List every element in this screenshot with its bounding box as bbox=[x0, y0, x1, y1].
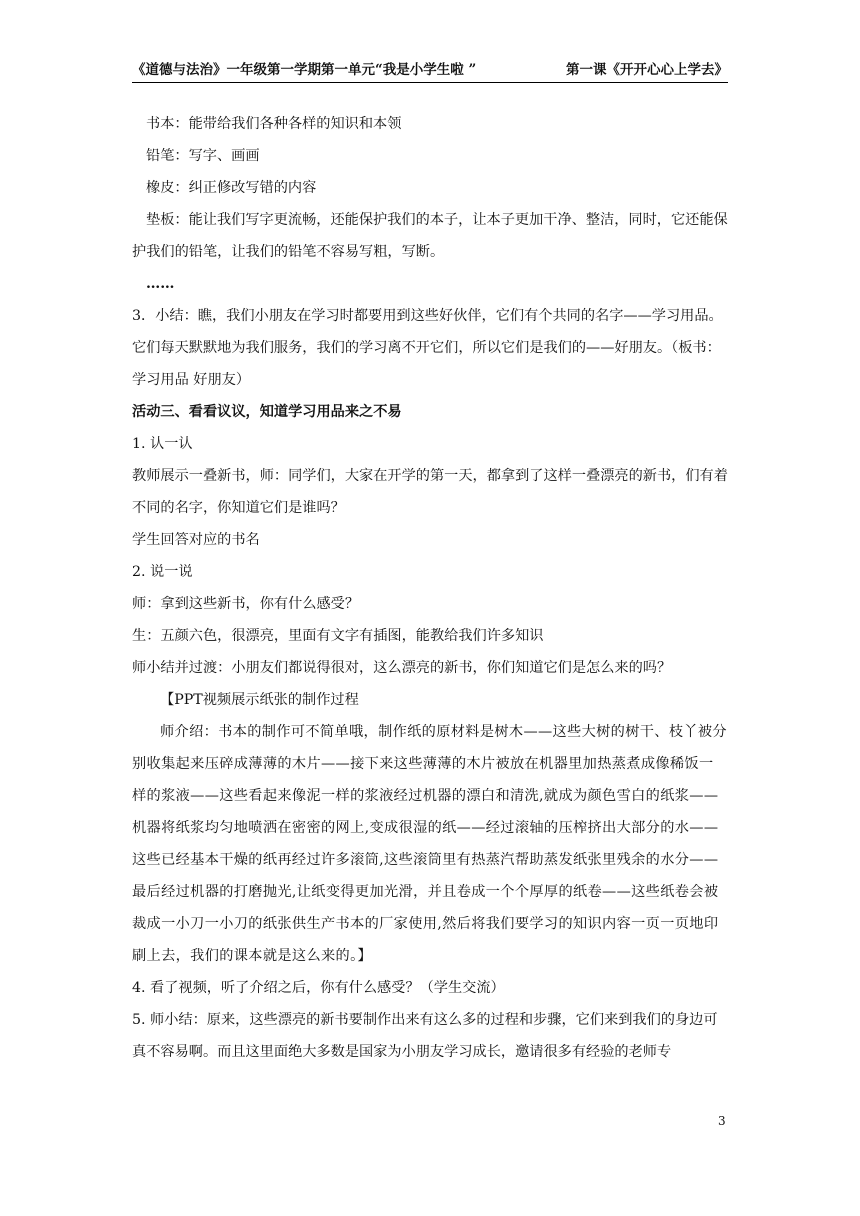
paragraph: 3．小结：瞧，我们小朋友在学习时都要用到这些好伙伴，它们有个共同的名字——学习用品。它们每天默默地为我们服务，我们的学习离不开它们，所以它们是我们的——好朋友。（板书：学习用品 好朋友） bbox=[132, 308, 723, 388]
paragraph: 5. 师小结：原来，这些漂亮的新书要制作出来有这么多的过程和步骤，它们来到我们的身边可真不容易啊。而且这里面绝大多数是国家为小朋友学习成长，邀请很多有经验的老师专 bbox=[132, 1012, 718, 1060]
ppt-note-body: 师介绍：书本的制作可不简单哦，制作纸的原材料是树木——这些大树的树干、枝丫被分别收集起来压碎成薄薄的木片——接下来这些薄薄的木片被放在机器里加热蒸煮成像稀饭一样的浆液——这些看起来像泥一样的浆液经过机器的漂白和清洗,就成为颜色雪白的纸浆——机器将纸浆均匀地喷洒在密密的网上,变成很湿的纸——经过滚轴的压榨挤出大部分的水——这些已经基本干燥的纸再经过许多滚筒,这些滚筒里有热蒸汽帮助蒸发纸张里残余的水分——最后经过机器的打磨抛光,让纸变得更加光滑，并且卷成一个个厚厚的纸卷——这些纸卷会被裁成一小刀一小刀的纸张供生产书本的厂家使用,然后将我们要学习的知识内容一页一页地印刷上去，我们的课本就是这么来的。】 bbox=[132, 724, 727, 964]
header-right: 第一课《开开心心上学去》 bbox=[566, 62, 728, 78]
section-heading: 活动三、看看议议，知道学习用品来之不易 bbox=[132, 404, 402, 420]
page-header bbox=[132, 58, 728, 80]
paragraph: 生：五颜六色，很漂亮，里面有文字有插图，能教给我们许多知识 bbox=[132, 628, 544, 644]
page-number: 3 bbox=[718, 1114, 726, 1128]
paragraph: 垫板：能让我们写字更流畅，还能保护我们的本子，让本子更加干净、整洁，同时，它还能保护我们的铅笔，让我们的铅笔不容易写粗，写断。 bbox=[132, 212, 728, 260]
paragraph: 1. 认一认 bbox=[132, 436, 193, 452]
paragraph: 教师展示一叠新书，师：同学们，大家在开学的第一天，都拿到了这样一叠漂亮的新书，们有着不同的名字，你知道它们是谁吗？ bbox=[132, 468, 728, 516]
header-rule bbox=[132, 82, 728, 83]
paragraph: 学生回答对应的书名 bbox=[132, 532, 260, 548]
paragraph: 师：拿到这些新书，你有什么感受？ bbox=[132, 596, 360, 612]
ppt-note-heading: 【PPT视频展示纸张的制作过程 bbox=[160, 692, 359, 708]
header-left: 《道德与法治》一年级第一学期第一单元“我是小学生啦 ” bbox=[132, 62, 477, 78]
paragraph: 橡皮：纠正修改写错的内容 bbox=[146, 180, 317, 196]
paragraph: 2. 说一说 bbox=[132, 564, 193, 580]
document-body bbox=[132, 108, 728, 1068]
ellipsis: …… bbox=[146, 276, 175, 292]
paragraph: 师小结并过渡：小朋友们都说得很对，这么漂亮的新书，你们知道它们是怎么来的吗？ bbox=[132, 660, 672, 676]
paragraph: 铅笔：写字、画画 bbox=[146, 148, 260, 164]
paragraph: 4. 看了视频，听了介绍之后，你有什么感受？（学生交流） bbox=[132, 980, 505, 996]
paragraph: 书本：能带给我们各种各样的知识和本领 bbox=[146, 116, 402, 132]
